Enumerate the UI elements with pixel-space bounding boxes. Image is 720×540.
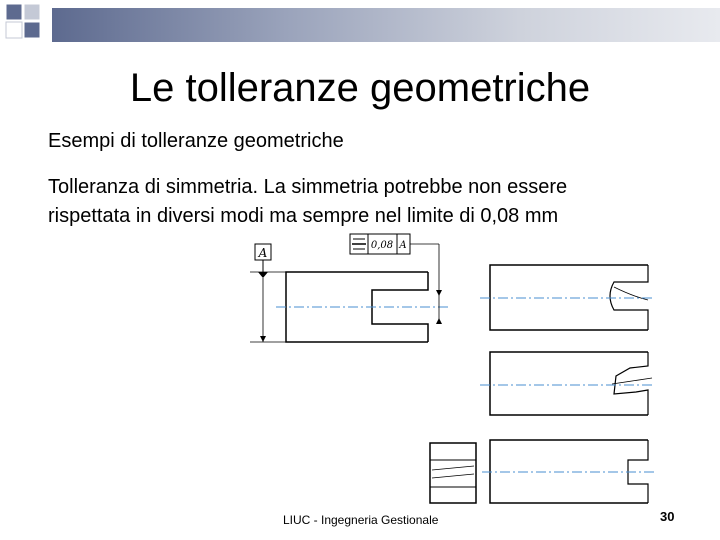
datum-letter: A — [258, 246, 268, 260]
example-tilted-slot — [480, 352, 655, 415]
example-curved-slot — [480, 265, 655, 330]
slide-footer: LIUC - Ingegneria Gestionale — [283, 513, 439, 527]
slide-subtitle: Esempi di tolleranze geometriche — [48, 130, 344, 152]
page-number: 30 — [660, 509, 675, 524]
tolerance-value: 0,08 — [370, 240, 394, 251]
example-offset-slot — [482, 440, 655, 503]
slide-body-text: Tolleranza di simmetria. La simmetria potrebbe non essere rispettata in diversi modi ma sempre nel limite di 0,08 mm — [48, 176, 568, 227]
slide-title: Le tolleranze geometriche — [129, 66, 591, 110]
tolerance-datum: A — [399, 240, 407, 251]
example-end-view — [430, 443, 476, 503]
datum-label — [255, 244, 271, 278]
feature-control-frame — [350, 234, 410, 254]
main-part — [250, 244, 450, 342]
